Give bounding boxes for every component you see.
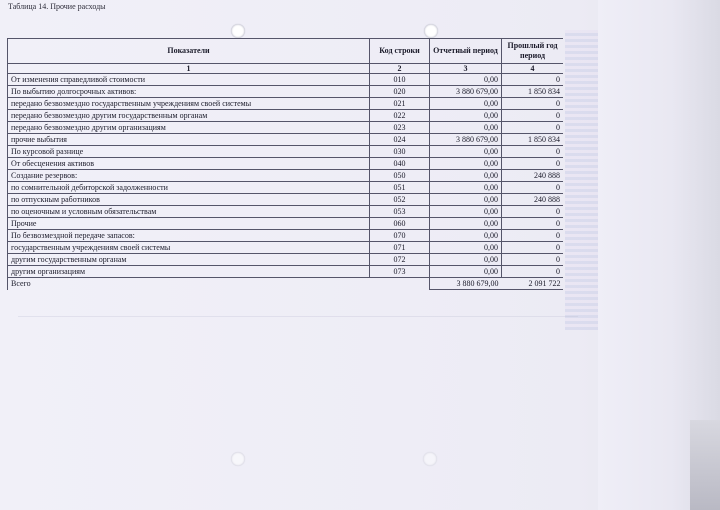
header-indicator: Показатели [8,39,370,64]
row-current-value: 0,00 [430,218,502,230]
table-row [8,146,564,158]
row-current-value: 0,00 [430,266,502,278]
row-code: 073 [370,266,430,278]
row-label: От изменения справедливой стоимости [8,74,370,86]
scan-smear [565,30,599,330]
row-previous-value: 0 [502,74,564,86]
row-label: по отпускным работников [8,194,370,206]
row-code: 023 [370,122,430,134]
table-row [8,182,564,194]
row-code: 030 [370,146,430,158]
table-row [8,242,564,254]
row-previous-value: 0 [502,182,564,194]
row-code: 040 [370,158,430,170]
table-header-row [8,39,564,64]
row-label: Создание резервов: [8,170,370,182]
table-row [8,98,564,110]
row-current-value: 0,00 [430,98,502,110]
row-previous-value: 0 [502,206,564,218]
table-row [8,266,564,278]
punch-hole [424,24,438,38]
row-code: 021 [370,98,430,110]
row-previous-value: 0 [502,122,564,134]
row-previous-value: 0 [502,230,564,242]
total-row [8,278,564,290]
column-number: 3 [430,64,502,74]
page-edge-shadow [690,420,720,510]
table-row [8,170,564,182]
row-previous-value: 0 [502,266,564,278]
row-code: 051 [370,182,430,194]
header-current-period: Отчетный период [430,39,502,64]
row-label: прочие выбытия [8,134,370,146]
row-code: 072 [370,254,430,266]
column-number: 2 [370,64,430,74]
row-label: По выбытию долгосрочных активов: [8,86,370,98]
row-label: передано безвозмездно государственным учреждениям своей системы [8,98,370,110]
row-previous-value: 240 888 [502,194,564,206]
header-previous-period: Прошлый год период [502,39,564,64]
row-current-value: 0,00 [430,158,502,170]
row-code: 010 [370,74,430,86]
row-current-value: 0,00 [430,170,502,182]
column-number: 1 [8,64,370,74]
punch-hole [423,452,437,466]
row-current-value: 0,00 [430,182,502,194]
table-row [8,230,564,242]
total-current: 3 880 679,00 [430,278,502,290]
row-previous-value: 0 [502,110,564,122]
row-label: По безвозмездной передаче запасов: [8,230,370,242]
row-current-value: 0,00 [430,74,502,86]
header-code: Код строки [370,39,430,64]
faint-bleedthrough [18,316,578,337]
row-code: 071 [370,242,430,254]
table-row [8,158,564,170]
row-label: передано безвозмездно другим государственным органам [8,110,370,122]
table-row [8,194,564,206]
table-row [8,206,564,218]
row-current-value: 0,00 [430,206,502,218]
row-current-value: 0,00 [430,146,502,158]
row-current-value: 3 880 679,00 [430,134,502,146]
row-code: 053 [370,206,430,218]
row-label: Прочие [8,218,370,230]
punch-hole [231,452,245,466]
row-previous-value: 0 [502,146,564,158]
row-previous-value: 0 [502,218,564,230]
row-label: По курсовой разнице [8,146,370,158]
row-current-value: 0,00 [430,194,502,206]
row-label: От обесценения активов [8,158,370,170]
row-label: другим организациям [8,266,370,278]
other-expenses-table [7,38,563,290]
row-current-value: 0,00 [430,122,502,134]
row-previous-value: 240 888 [502,170,564,182]
row-previous-value: 1 850 834 [502,134,564,146]
row-previous-value: 0 [502,254,564,266]
row-code: 052 [370,194,430,206]
table-row [8,122,564,134]
row-label: по сомнительной дебиторской задолженности [8,182,370,194]
row-code: 060 [370,218,430,230]
total-label: Всего [8,278,370,290]
total-previous: 2 091 722 [502,278,564,290]
table-row [8,74,564,86]
row-previous-value: 0 [502,158,564,170]
row-label: передано безвозмездно другим организациям [8,122,370,134]
column-number-row [8,64,564,74]
row-current-value: 0,00 [430,254,502,266]
row-previous-value: 1 850 834 [502,86,564,98]
table-row [8,254,564,266]
row-code: 070 [370,230,430,242]
row-current-value: 0,00 [430,110,502,122]
row-current-value: 0,00 [430,242,502,254]
row-previous-value: 0 [502,98,564,110]
table-row [8,134,564,146]
punch-hole [231,24,245,38]
row-code: 024 [370,134,430,146]
row-code: 020 [370,86,430,98]
table-row [8,110,564,122]
row-label: по оценочным и условным обязательствам [8,206,370,218]
column-number: 4 [502,64,564,74]
total-code [370,278,430,290]
expenses-table-container [7,38,563,298]
table-row [8,218,564,230]
row-previous-value: 0 [502,242,564,254]
row-label: государственным учреждениям своей системы [8,242,370,254]
row-current-value: 0,00 [430,230,502,242]
table-caption: Таблица 14. Прочие расходы [8,2,106,11]
row-label: другим государственным органам [8,254,370,266]
row-code: 022 [370,110,430,122]
row-code: 050 [370,170,430,182]
table-row [8,86,564,98]
row-current-value: 3 880 679,00 [430,86,502,98]
